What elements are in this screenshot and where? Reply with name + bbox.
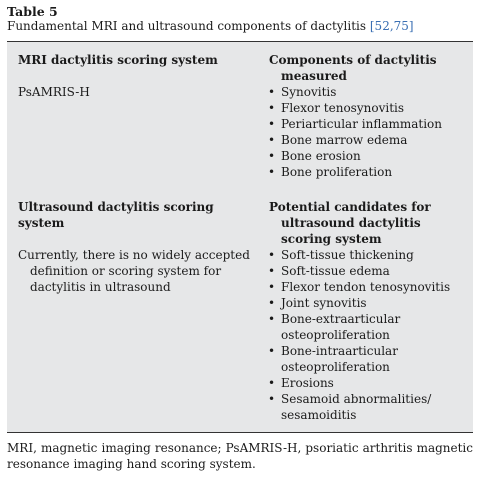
mri-scoring-value: PsAMRIS-H [18, 85, 90, 99]
us-scoring-header: Ultrasound dactylitis scoring system [18, 200, 214, 230]
us-candidate-item: • Flexor tendon tenosynovitis [257, 279, 472, 295]
table-caption [7, 19, 414, 33]
caption-reference-link[interactable]: [52,75] [369, 19, 414, 33]
table-label: Table 5 [7, 4, 58, 19]
mri-component-item: • Bone marrow edema [257, 132, 472, 148]
us-candidate-item: • Soft-tissue thickening [257, 247, 472, 263]
mri-component-item: • Synovitis [257, 84, 472, 100]
mri-scoring-header: MRI dactylitis scoring system [18, 53, 218, 67]
mri-component-item: • Periarticular inflammation [257, 116, 472, 132]
table-footnote: MRI, magnetic imaging resonance; PsAMRIS-H, psoriatic arthritis magnetic resonance imaging hand scoring system. [7, 441, 473, 471]
mri-components-list [257, 84, 472, 180]
caption-text: Fundamental MRI and ultrasound components of dactylitis [7, 19, 367, 33]
us-candidates-list [257, 247, 472, 423]
us-candidate-item: • Soft-tissue edema [257, 263, 472, 279]
dactylitis-table [7, 41, 473, 433]
us-candidate-item: • Bone-intraarticular osteoproliferation [257, 343, 472, 375]
us-scoring-value: Currently, there is no widely accepted definition or scoring system for dactylitis in ultrasound [18, 248, 250, 294]
us-candidates-header: Potential candidates for ultrasound dactylitis scoring system [269, 200, 431, 246]
mri-component-item: • Bone erosion [257, 148, 472, 164]
us-candidate-item: • Bone-extraarticular osteoproliferation [257, 311, 472, 343]
us-candidate-item: • Erosions [257, 375, 472, 391]
mri-component-item: • Bone proliferation [257, 164, 472, 180]
us-candidate-item: • Joint synovitis [257, 295, 472, 311]
us-candidate-item: • Sesamoid abnormalities/ sesamoiditis [257, 391, 472, 423]
mri-components-header: Components of dactylitis measured [269, 53, 437, 83]
mri-component-item: • Flexor tenosynovitis [257, 100, 472, 116]
